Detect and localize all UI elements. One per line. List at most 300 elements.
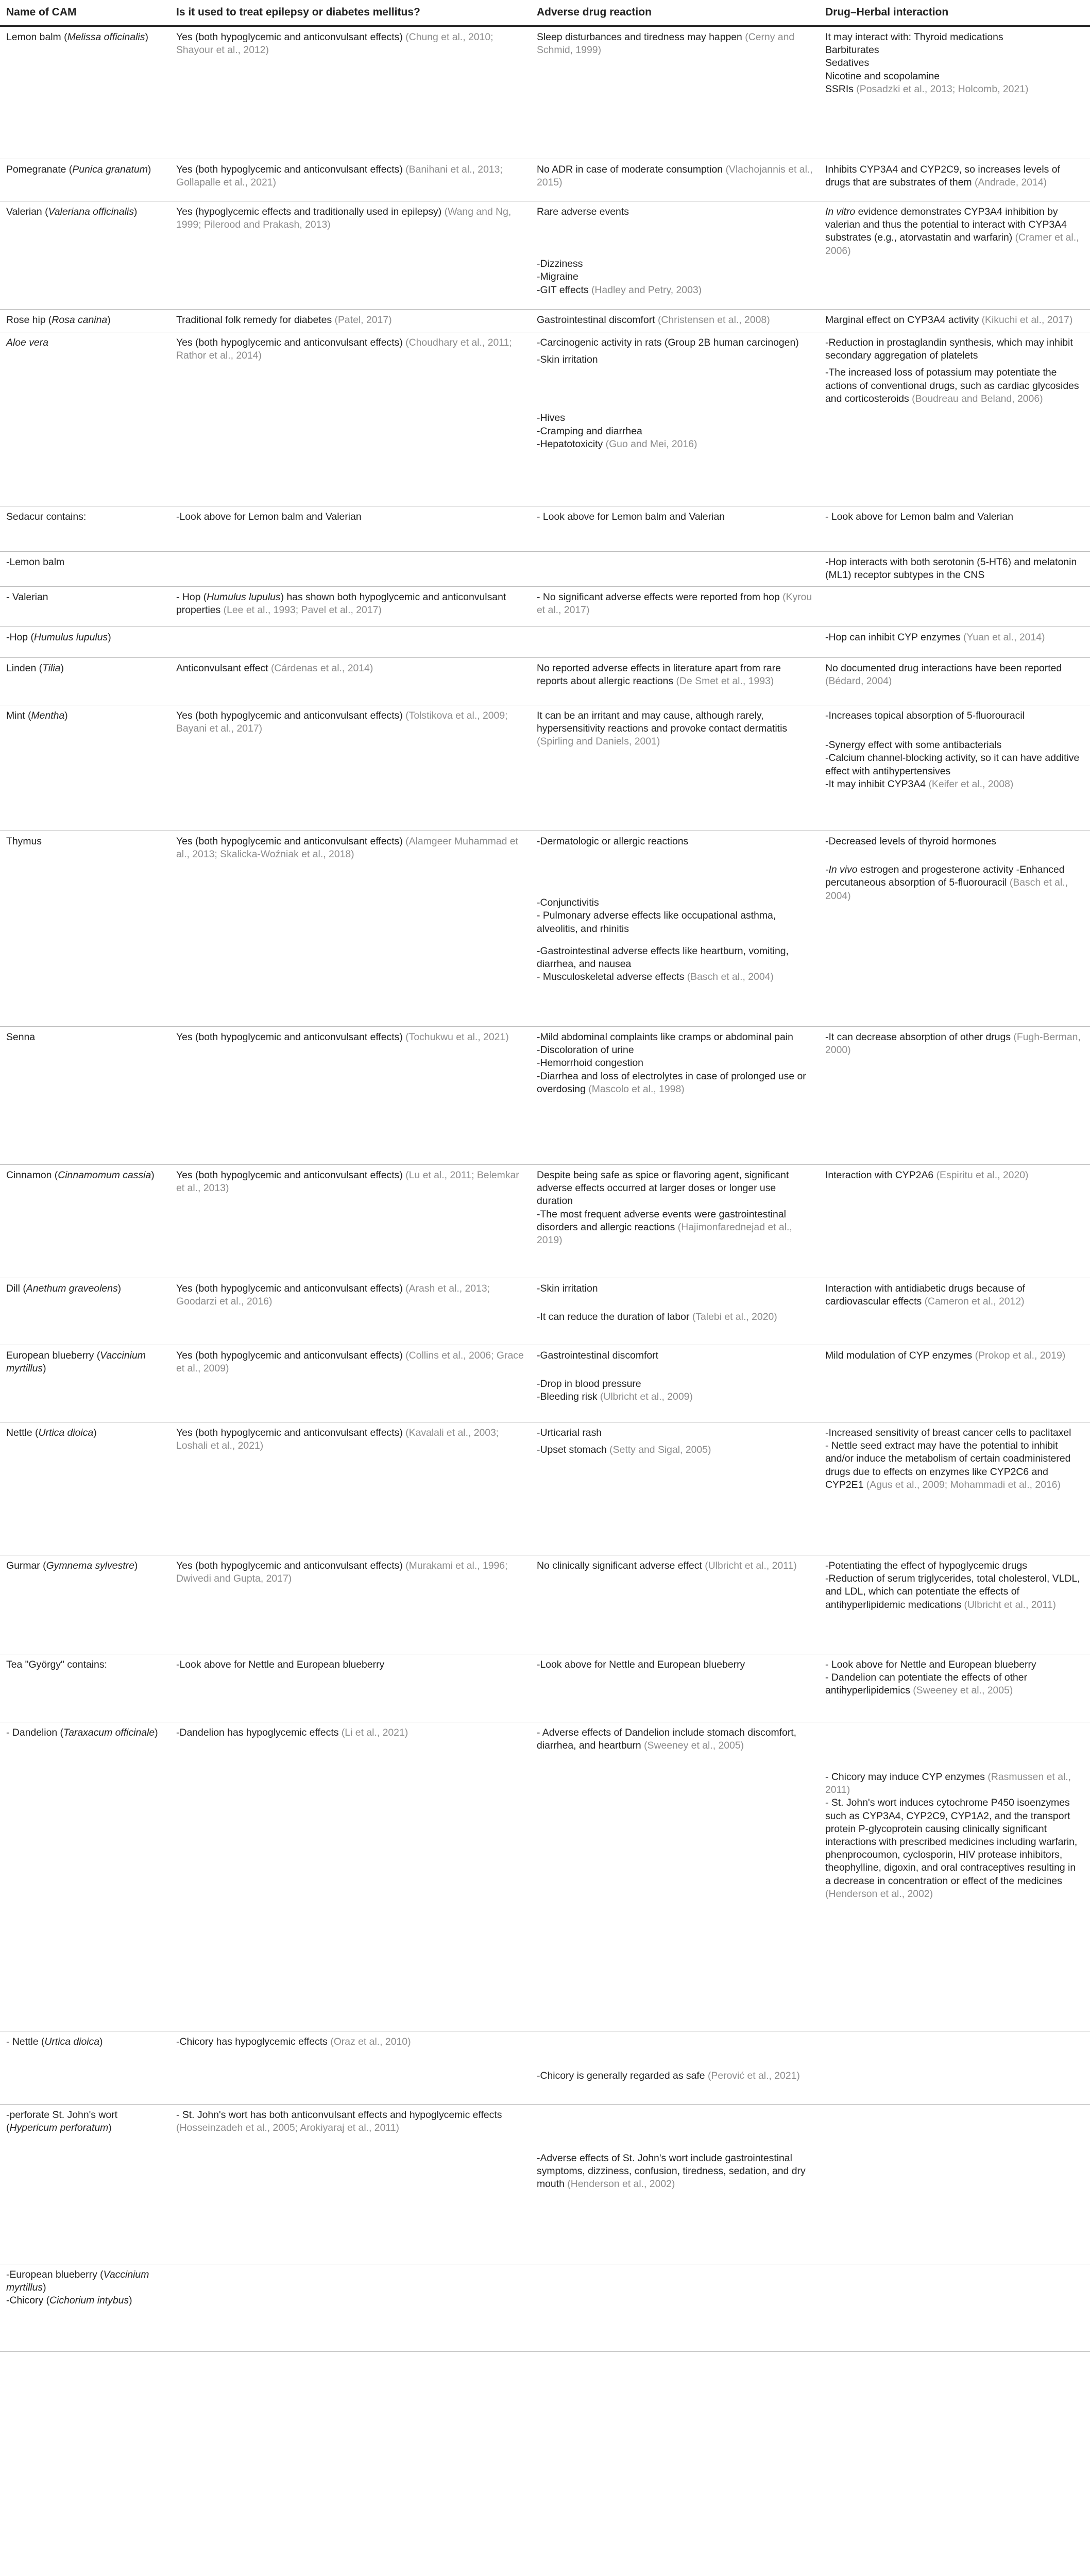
cam-name-cell	[0, 587, 170, 627]
cam-name-cell	[0, 2264, 170, 2352]
citation: (Fugh-Berman, 2000)	[825, 1031, 1081, 1056]
cam-name-cell	[0, 552, 170, 587]
cell-text: -Potentiating the effect of hypoglycemic drugs	[825, 1560, 1027, 1571]
cam-name-cell	[0, 201, 170, 310]
use-cell	[170, 26, 531, 159]
adverse-reaction-cell	[531, 310, 819, 332]
cell-text: -Dizziness	[537, 258, 583, 270]
cell-text: European blueberry (	[6, 1350, 100, 1361]
citation: (Hosseinzadeh et al., 2005; Arokiyaraj et al., 2011)	[176, 2122, 399, 2134]
cell-spacer	[537, 1295, 813, 1311]
table-row	[0, 310, 1090, 332]
scientific-name: Cichorium intybus	[49, 2295, 129, 2307]
use-cell	[170, 159, 531, 201]
cell-text: -Conjunctivitis	[537, 897, 599, 909]
use-cell	[170, 1555, 531, 1654]
cam-name-cell	[0, 627, 170, 658]
cell-text: -Increases topical absorption of 5-fluorouracil	[825, 710, 1025, 721]
adverse-reaction-cell	[531, 1422, 819, 1555]
citation: (Henderson et al., 2002)	[567, 2178, 675, 2190]
scientific-name: Taraxacum officinale	[63, 1727, 155, 1738]
cell-text: It can be an irritant and may cause, although rarely, hypersensitivity reactions and provoke contact dermatitis	[537, 710, 788, 735]
citation: (Cerny and Schmid, 1999)	[537, 31, 795, 56]
interaction-cell	[819, 1345, 1090, 1422]
citation: (Basch et al., 2004)	[825, 877, 1068, 902]
citation: (Hadley and Petry, 2003)	[591, 284, 702, 296]
interaction-cell	[819, 2264, 1090, 2352]
cell-spacer	[825, 722, 1084, 739]
scientific-name: Punica granatum	[72, 164, 148, 175]
cell-spacer	[825, 362, 1084, 366]
cell-text: -Look above for Lemon balm and Valerian	[176, 511, 362, 522]
cell-text: -Skin irritation	[537, 1283, 598, 1294]
cell-text: - Pulmonary adverse effects like occupational asthma, alveolitis, and rhinitis	[537, 910, 776, 935]
cell-text: Despite being safe as spice or flavoring agent, significant adverse effects occurred at larger doses or longer use duration	[537, 1170, 789, 1207]
table-row	[0, 705, 1090, 831]
cell-text: -Hop (	[6, 632, 34, 643]
cell-text: )	[147, 164, 151, 175]
header-name-of-cam: Name of CAM	[0, 0, 170, 26]
interaction-cell	[819, 1165, 1090, 1278]
cell-text: -GIT effects	[537, 284, 591, 296]
cell-text: -It can reduce the duration of labor	[537, 1311, 692, 1323]
cell-spacer	[537, 936, 813, 945]
use-cell	[170, 552, 531, 587]
interaction-cell	[819, 705, 1090, 831]
use-cell	[170, 1165, 531, 1278]
cell-text: )	[43, 1363, 46, 1375]
citation: (Murakami et al., 1996; Dwivedi and Gupta, 2017)	[176, 1560, 508, 1585]
citation: (Alamgeer Muhammad et al., 2013; Skalicka-Woźniak et al., 2018)	[176, 836, 518, 860]
citation: (Espiritu et al., 2020)	[936, 1170, 1029, 1181]
cell-text: -It can decrease absorption of other drugs	[825, 1031, 1014, 1043]
cell-text: - St. John's wort has both anticonvulsant effects and hypoglycemic effects	[176, 2109, 502, 2121]
scientific-name: Vaccinium myrtillus	[6, 2269, 149, 2294]
table-row	[0, 2031, 1090, 2105]
cam-name-cell	[0, 26, 170, 159]
cell-text: Gurmar (	[6, 1560, 46, 1571]
cell-spacer	[825, 1726, 1084, 1771]
cell-text: -It may inhibit CYP3A4	[825, 778, 929, 790]
cell-text: -Cramping and diarrhea	[537, 425, 642, 437]
cell-text: Cinnamon (	[6, 1170, 58, 1181]
cell-text: )	[107, 314, 111, 326]
citation: (Andrade, 2014)	[974, 177, 1047, 189]
cell-text: Dill (	[6, 1283, 26, 1294]
cell-text: -Lemon balm	[6, 556, 65, 568]
table-row	[0, 587, 1090, 627]
table-row	[0, 1422, 1090, 1555]
cam-name-cell	[0, 1278, 170, 1345]
adverse-reaction-cell	[531, 506, 819, 552]
cell-text: )	[129, 2295, 132, 2307]
use-cell	[170, 1422, 531, 1555]
use-cell	[170, 1722, 531, 2031]
use-cell	[170, 2031, 531, 2105]
cell-text: Rose hip (	[6, 314, 52, 326]
cell-text: -Synergy effect with some antibacterials	[825, 739, 1002, 751]
interaction-cell	[819, 552, 1090, 587]
cell-text: No ADR in case of moderate consumption	[537, 164, 726, 175]
cell-text: - Musculoskeletal adverse effects	[537, 971, 687, 983]
citation: (Spirling and Daniels, 2001)	[537, 736, 660, 748]
scientific-name: Melissa officinalis	[67, 31, 145, 43]
scientific-name: In vitro	[825, 206, 856, 217]
cam-name-cell	[0, 705, 170, 831]
scientific-name: Humulus lupulus	[207, 591, 281, 603]
cam-name-cell	[0, 831, 170, 1027]
cell-text: -Urticarial rash	[537, 1427, 602, 1438]
cell-text: Tea "György" contains:	[6, 1659, 107, 1670]
cell-text: -Mild abdominal complaints like cramps or abdominal pain	[537, 1031, 793, 1043]
cell-text: -Hemorrhoid congestion	[537, 1057, 643, 1069]
cell-spacer	[537, 1439, 813, 1444]
citation: (Hajimonfarednejad et al., 2019)	[537, 1221, 792, 1246]
cell-text: -Decreased levels of thyroid hormones	[825, 836, 996, 847]
scientific-name: Gymnema sylvestre	[46, 1560, 134, 1571]
cell-text: -Adverse effects of St. John's wort include gastrointestinal symptoms, dizziness, confusion, tiredness, sedation, and dry mouth	[537, 2153, 806, 2190]
adverse-reaction-cell	[531, 1278, 819, 1345]
cam-name-cell	[0, 658, 170, 705]
cell-text: No documented drug interactions have been reported	[825, 663, 1062, 674]
citation: (Wang and Ng, 1999; Pilerood and Prakash, 2013)	[176, 206, 512, 231]
use-cell	[170, 627, 531, 658]
cell-text: )	[99, 2036, 103, 2047]
cam-name-cell	[0, 310, 170, 332]
cell-text: Interaction with CYP2A6	[825, 1170, 936, 1181]
cell-text: )	[134, 1560, 138, 1571]
cam-name-cell	[0, 506, 170, 552]
table-row	[0, 1722, 1090, 2031]
cell-text: Inhibits CYP3A4 and CYP2C9, so increases levels of drugs that are substrates of them	[825, 164, 1060, 189]
cell-text: )	[145, 31, 148, 43]
cell-text: -Gastrointestinal discomfort	[537, 1350, 659, 1361]
citation: (Mascolo et al., 1998)	[588, 1083, 685, 1095]
cell-spacer	[537, 1362, 813, 1378]
cell-text: Linden (	[6, 663, 43, 674]
citation: (Sweeney et al., 2005)	[644, 1740, 744, 1752]
cell-text: -Hop interacts with both serotonin (5-HT6) and melatonin (ML1) receptor subtypes in the CNS	[825, 556, 1077, 581]
cell-text: Thymus	[6, 836, 42, 847]
citation: (Arash et al., 2013; Goodarzi et al., 2016)	[176, 1283, 490, 1308]
interaction-cell	[819, 658, 1090, 705]
citation: (De Smet et al., 1993)	[676, 675, 774, 687]
adverse-reaction-cell	[531, 658, 819, 705]
cell-text: -Drop in blood pressure	[537, 1378, 641, 1390]
use-cell	[170, 2264, 531, 2352]
cell-text: Nettle (	[6, 1427, 39, 1438]
cell-text: estrogen and progesterone activity -Enhanced percutaneous absorption of 5-fluorouracil	[825, 864, 1065, 889]
cell-text: Yes (both hypoglycemic and anticonvulsant effects)	[176, 710, 406, 721]
citation: (Kikuchi et al., 2017)	[981, 314, 1073, 326]
cell-text: - Adverse effects of Dandelion include stomach discomfort, diarrhea, and heartburn	[537, 1727, 797, 1752]
table-header-row	[0, 0, 1090, 26]
cell-text: -Diarrhea and loss of electrolytes in case of prolonged use or overdosing	[537, 1070, 806, 1095]
cell-text: - Look above for Lemon balm and Valerian	[825, 511, 1014, 522]
adverse-reaction-cell	[531, 587, 819, 627]
cell-text: )	[155, 1727, 158, 1738]
cell-spacer	[537, 218, 813, 258]
citation: (Oraz et al., 2010)	[330, 2036, 411, 2047]
scientific-name: Anethum graveolens	[26, 1283, 118, 1294]
use-cell	[170, 587, 531, 627]
use-cell	[170, 705, 531, 831]
cell-text: Senna	[6, 1031, 36, 1043]
cell-text: -Look above for Nettle and European blueberry	[537, 1659, 745, 1670]
scientific-name: -In vivo	[825, 864, 858, 876]
cam-name-cell	[0, 2105, 170, 2264]
cell-text: Interaction with antidiabetic drugs because of cardiovascular effects	[825, 1283, 1026, 1308]
scientific-name: Cinnamomum cassia	[58, 1170, 151, 1181]
citation: (Ulbricht et al., 2009)	[600, 1391, 693, 1403]
cell-text: -Bleeding risk	[537, 1391, 600, 1403]
adverse-reaction-cell	[531, 159, 819, 201]
cell-text: )	[151, 1170, 155, 1181]
table-row	[0, 831, 1090, 1027]
citation: (Lu et al., 2011; Belemkar et al., 2013)	[176, 1170, 519, 1194]
use-cell	[170, 1278, 531, 1345]
cell-text: Sedacur contains:	[6, 511, 87, 522]
cell-text: -perforate St. John's wort (	[6, 2109, 118, 2134]
scientific-name: Hypericum perforatum	[9, 2122, 109, 2134]
use-cell	[170, 310, 531, 332]
cell-text: No clinically significant adverse effect	[537, 1560, 705, 1571]
cell-spacer	[537, 366, 813, 412]
cell-text: Mild modulation of CYP enzymes	[825, 1350, 975, 1361]
cell-text: -Migraine	[537, 271, 578, 283]
cell-text: -The most frequent adverse events were gastrointestinal disorders and allergic reactions	[537, 1208, 786, 1233]
citation: (Rasmussen et al., 2011)	[825, 1771, 1071, 1796]
citation: (Cramer et al., 2006)	[825, 232, 1079, 257]
cell-text: )	[93, 1427, 97, 1438]
cell-text: -Upset stomach	[537, 1444, 610, 1456]
citation: (Sweeney et al., 2005)	[913, 1685, 1013, 1697]
cam-name-cell	[0, 1422, 170, 1555]
adverse-reaction-cell	[531, 2031, 819, 2105]
cell-text: Yes (both hypoglycemic and anticonvulsant effects)	[176, 337, 406, 348]
cell-text: )	[108, 632, 111, 643]
scientific-name: Rosa canina	[52, 314, 108, 326]
cam-name-cell	[0, 1555, 170, 1654]
adverse-reaction-cell	[531, 831, 819, 1027]
use-cell	[170, 831, 531, 1027]
cell-text: SSRIs	[825, 83, 857, 95]
table-row	[0, 1278, 1090, 1345]
cam-name-cell	[0, 159, 170, 201]
cell-text: - St. John's wort induces cytochrome P450 isoenzymes such as CYP3A4, CYP2C9, CYP1A2, and the transport protein P-glycoprotein causing clinically significant interactions with prescribed medicines including warfarin, phenprocoumon, cyclosporin, HIV protease inhibitors, theophylline, digoxin, and oral contraceptives resulting in a decrease in concentration or effect of the medicines	[825, 1797, 1078, 1887]
interaction-cell	[819, 2105, 1090, 2264]
citation: (Ulbricht et al., 2011)	[705, 1560, 797, 1571]
cell-text: -Reduction in prostaglandin synthesis, which may inhibit secondary aggregation of platelets	[825, 337, 1073, 362]
table-row	[0, 552, 1090, 587]
interaction-cell	[819, 587, 1090, 627]
citation: (Guo and Mei, 2016)	[605, 438, 697, 450]
scientific-name: Aloe vera	[6, 337, 48, 348]
cell-text: - Chicory may induce CYP enzymes	[825, 1771, 988, 1783]
cell-text: -Skin irritation	[537, 354, 598, 366]
cell-text: Yes (both hypoglycemic and anticonvulsant effects)	[176, 1031, 406, 1043]
header-adverse-drug-reaction: Adverse drug reaction	[531, 0, 819, 26]
cell-spacer	[825, 848, 1084, 863]
header-use-epilepsy-diabetes: Is it used to treat epilepsy or diabetes mellitus?	[170, 0, 531, 26]
cell-text: No reported adverse effects in literature apart from rare reports about allergic reactions	[537, 663, 781, 687]
table-row	[0, 1654, 1090, 1722]
scientific-name: Tilia	[42, 663, 61, 674]
interaction-cell	[819, 2031, 1090, 2105]
cell-text: Lemon balm (	[6, 31, 67, 43]
cam-name-cell	[0, 1654, 170, 1722]
cell-text: -The increased loss of potassium may potentiate the actions of conventional drugs, such as cardiac glycosides and corticosteroids	[825, 367, 1079, 404]
interaction-cell	[819, 1654, 1090, 1722]
cell-text: ) has shown both hypoglycemic and anticonvulsant properties	[176, 591, 506, 616]
cell-text: - No significant adverse effects were reported from hop	[537, 591, 783, 603]
use-cell	[170, 1345, 531, 1422]
cell-text: )	[117, 1283, 122, 1294]
citation: (Kyrou et al., 2017)	[537, 591, 812, 616]
use-cell	[170, 332, 531, 506]
cam-name-cell	[0, 1165, 170, 1278]
cell-text: -Hop can inhibit CYP enzymes	[825, 632, 964, 643]
citation: (Cárdenas et al., 2014)	[270, 663, 373, 674]
citation: (Banihani et al., 2013; Gollapalle et al., 2021)	[176, 164, 503, 189]
citation: (Ulbricht et al., 2011)	[964, 1599, 1056, 1611]
header-drug-herbal-interaction: Drug–Herbal interaction	[819, 0, 1090, 26]
cell-text: Mint (	[6, 710, 31, 721]
adverse-reaction-cell	[531, 1027, 819, 1165]
citation: (Christensen et al., 2008)	[657, 314, 770, 326]
cell-text: Sedatives	[825, 57, 870, 69]
table-row	[0, 1345, 1090, 1422]
cell-text: Nicotine and scopolamine	[825, 70, 940, 82]
interaction-cell	[819, 1722, 1090, 2031]
cell-spacer	[537, 2109, 813, 2152]
cell-text: - Valerian	[6, 591, 48, 603]
cam-name-cell	[0, 1345, 170, 1422]
cell-text: -Dermatologic or allergic reactions	[537, 836, 689, 847]
cell-text: Pomegranate (	[6, 164, 73, 175]
adverse-reaction-cell	[531, 201, 819, 310]
citation: (Lee et al., 1993; Pavel et al., 2017)	[223, 604, 382, 616]
citation: (Kavalali et al., 2003; Loshali et al., 2021)	[176, 1427, 499, 1452]
cell-text: - Dandelion can potentiate the effects of other antihyperlipidemics	[825, 1672, 1028, 1697]
interaction-cell	[819, 201, 1090, 310]
cell-text: Valerian (	[6, 206, 48, 217]
cell-text: - Dandelion (	[6, 1727, 64, 1738]
citation: (Perović et al., 2021)	[707, 2070, 800, 2081]
adverse-reaction-cell	[531, 2264, 819, 2352]
citation: (Choudhary et al., 2011; Rathor et al., 2014)	[176, 337, 512, 362]
cell-text: -Calcium channel-blocking activity, so it can have additive effect with antihypertensives	[825, 752, 1080, 777]
cell-text: Yes (both hypoglycemic and anticonvulsant effects)	[176, 164, 406, 175]
cell-text: - Look above for Nettle and European blueberry	[825, 1659, 1036, 1670]
citation: (Li et al., 2021)	[341, 1727, 408, 1738]
citation: (Collins et al., 2006; Grace et al., 2009)	[176, 1350, 524, 1375]
cell-text: - Hop (	[176, 591, 207, 603]
cell-text: -Hives	[537, 412, 565, 424]
interaction-cell	[819, 332, 1090, 506]
adverse-reaction-cell	[531, 705, 819, 831]
citation: (Setty and Sigal, 2005)	[609, 1444, 711, 1456]
cell-text: Yes (both hypoglycemic and anticonvulsant effects)	[176, 31, 406, 43]
citation: (Keifer et al., 2008)	[928, 778, 1014, 790]
cell-text: )	[64, 710, 68, 721]
citation: (Vlachojannis et al., 2015)	[537, 164, 813, 189]
scientific-name: Humulus lupulus	[33, 632, 108, 643]
cell-text: -Carcinogenic activity in rats (Group 2B human carcinogen)	[537, 337, 799, 348]
citation: (Yuan et al., 2014)	[963, 632, 1045, 643]
cell-text: )	[43, 2282, 46, 2294]
citation: (Chung et al., 2010; Shayour et al., 2012)	[176, 31, 493, 56]
cell-text: Yes (both hypoglycemic and anticonvulsant effects)	[176, 836, 406, 847]
table-row	[0, 506, 1090, 552]
table-row	[0, 26, 1090, 159]
table-row	[0, 2105, 1090, 2264]
cell-text: -Reduction of serum triglycerides, total cholesterol, VLDL, and LDL, which can potentiate the effects of antihyperlipidemic medications	[825, 1573, 1080, 1611]
interaction-cell	[819, 1278, 1090, 1345]
citation: (Patel, 2017)	[334, 314, 392, 326]
cam-name-cell	[0, 2031, 170, 2105]
table-body	[0, 26, 1090, 2352]
citation: (Bédard, 2004)	[825, 675, 892, 687]
use-cell	[170, 506, 531, 552]
citation: (Cameron et al., 2012)	[924, 1296, 1025, 1308]
interaction-cell	[819, 831, 1090, 1027]
adverse-reaction-cell	[531, 627, 819, 658]
cell-text: -Look above for Nettle and European blueberry	[176, 1659, 385, 1670]
cell-text: Yes (hypoglycemic effects and traditionally used in epilepsy)	[176, 206, 445, 217]
adverse-reaction-cell	[531, 1654, 819, 1722]
cell-text: Barbiturates	[825, 44, 879, 56]
cell-text: Yes (both hypoglycemic and anticonvulsant effects)	[176, 1427, 406, 1438]
cell-spacer	[537, 848, 813, 896]
cell-text: - Nettle (	[6, 2036, 45, 2047]
citation: (Tolstikova et al., 2009; Bayani et al., 2017)	[176, 710, 508, 735]
cell-text: -Increased sensitivity of breast cancer cells to paclitaxel	[825, 1427, 1071, 1438]
cell-text: - Nettle seed extract may have the potential to inhibit and/or induce the metabolism of certain coadministered drugs due to effects on enzymes like CYP2C6 and CYP2E1	[825, 1440, 1071, 1490]
cell-text: Gastrointestinal discomfort	[537, 314, 658, 326]
cell-text: Anticonvulsant effect	[176, 663, 271, 674]
citation: (Basch et al., 2004)	[687, 971, 774, 983]
cell-text: -Hepatotoxicity	[537, 438, 606, 450]
citation: (Tochukwu et al., 2021)	[405, 1031, 509, 1043]
cam-name-cell	[0, 1027, 170, 1165]
cell-text: Yes (both hypoglycemic and anticonvulsant effects)	[176, 1283, 406, 1294]
citation: (Posadzki et al., 2013; Holcomb, 2021)	[856, 83, 1029, 95]
cell-text: evidence demonstrates CYP3A4 inhibition by valerian and thus the potential to interact with CYP3A4 substrates (e.g., atorvastatin and warfarin)	[825, 206, 1067, 244]
citation: (Henderson et al., 2002)	[825, 1888, 933, 1900]
interaction-cell	[819, 310, 1090, 332]
table-row	[0, 658, 1090, 705]
interaction-cell	[819, 1555, 1090, 1654]
cam-name-cell	[0, 332, 170, 506]
use-cell	[170, 1654, 531, 1722]
use-cell	[170, 2105, 531, 2264]
citation: (Agus et al., 2009; Mohammadi et al., 2016)	[866, 1479, 1061, 1490]
adverse-reaction-cell	[531, 2105, 819, 2264]
cell-text: )	[108, 2122, 112, 2134]
interaction-cell	[819, 26, 1090, 159]
adverse-reaction-cell	[531, 1345, 819, 1422]
table-row	[0, 201, 1090, 310]
adverse-reaction-cell	[531, 26, 819, 159]
interaction-cell	[819, 506, 1090, 552]
cell-text: -Chicory is generally regarded as safe	[537, 2070, 708, 2081]
adverse-reaction-cell	[531, 1722, 819, 2031]
use-cell	[170, 201, 531, 310]
table-row	[0, 1165, 1090, 1278]
cell-text: -European blueberry (	[6, 2269, 104, 2280]
cell-text: -Dandelion has hypoglycemic effects	[176, 1727, 342, 1738]
